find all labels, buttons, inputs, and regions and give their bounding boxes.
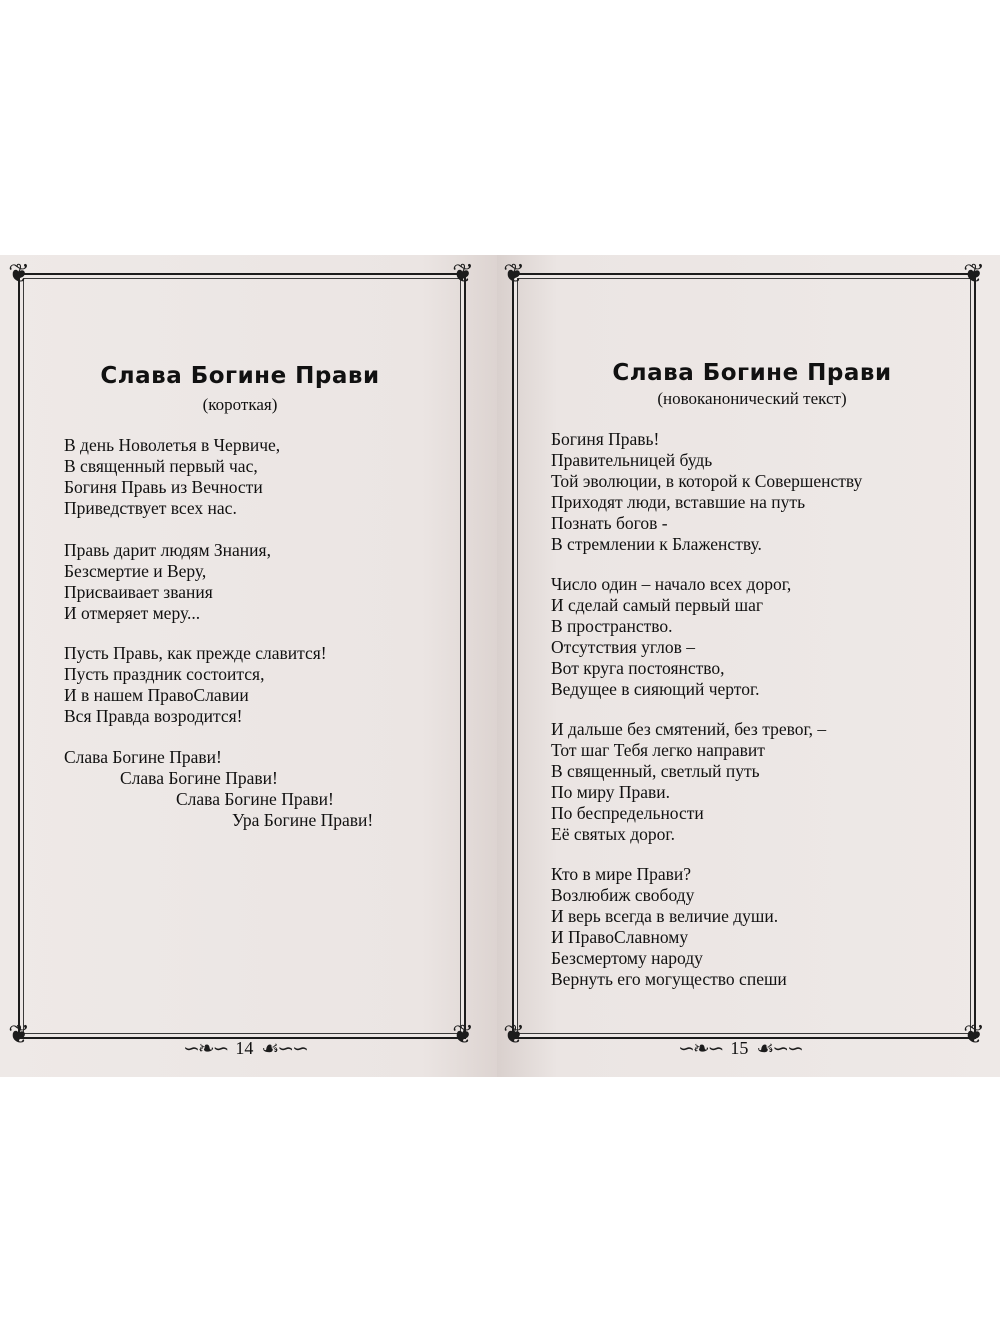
poem-line: Пусть праздник состоится, — [64, 664, 265, 684]
page-footer — [665, 1033, 815, 1063]
corner-ornament-icon: ❦ — [8, 259, 30, 288]
poem-line: Слава Богине Прави! — [64, 747, 222, 767]
poem-line: Присваивает звания — [64, 582, 213, 602]
poem-line: Слава Богине Прави! — [176, 789, 334, 809]
poem-line: Вся Правда возродится! — [64, 706, 243, 726]
page-number: 14 — [235, 1037, 254, 1058]
corner-ornament-icon: ❦ — [8, 1020, 30, 1049]
corner-ornament-icon: ❦ — [503, 1020, 525, 1049]
poem-line: По миру Прави. — [551, 782, 671, 802]
poem-line: Правь дарит людям Знания, — [64, 540, 271, 560]
poem-line: В день Новолетья в Червиче, — [64, 435, 281, 455]
poem-line: Приведствует всех нас. — [64, 498, 237, 518]
scroll-ornament-icon: ∽❧∽ — [678, 1037, 723, 1060]
poem-line: В стремлении к Блаженству. — [551, 534, 762, 554]
page-title: Слава Богине Прави — [100, 363, 380, 389]
left-page — [0, 255, 497, 1077]
poem-line: И в нашем ПравоСлавии — [64, 685, 249, 705]
poem-line: Правительницей будь — [551, 450, 713, 470]
corner-ornament-icon: ❦ — [452, 1020, 474, 1049]
scroll-ornament-icon: ☙∽∽ — [261, 1037, 307, 1060]
poem-line: Познать богов - — [551, 513, 668, 533]
page-footer — [170, 1033, 320, 1063]
poem-line: Богиня Правь из Вечности — [64, 477, 263, 497]
poem-line: В священный первый час, — [64, 456, 258, 476]
scroll-ornament-icon: ☙∽∽ — [756, 1037, 802, 1060]
poem-line: Её святых дорог. — [551, 824, 675, 844]
poem-line: И верь всегда в величие души. — [551, 906, 779, 926]
poem-line: Тот шаг Тебя легко направит — [551, 740, 765, 760]
book-spread — [0, 255, 1000, 1077]
poem-line: Слава Богине Прави! — [120, 768, 278, 788]
poem-line: Той эволюции, в которой к Совершенству — [551, 471, 863, 491]
corner-ornament-icon: ❦ — [963, 259, 985, 288]
page-subtitle: (короткая) — [202, 395, 278, 414]
corner-ornament-icon: ❦ — [452, 259, 474, 288]
poem-line: В пространство. — [551, 616, 673, 636]
poem-line: И отмеряет меру... — [64, 603, 201, 623]
poem-line: И ПравоСлавному — [551, 927, 689, 947]
poem-line: Безсмертому народу — [551, 948, 703, 968]
poem-line: Богиня Правь! — [551, 429, 660, 449]
poem-line: Ведущее в сияющий чертог. — [551, 679, 760, 699]
poem-line: Возлюбиж свободу — [551, 885, 695, 905]
poem-line: В священный, светлый путь — [551, 761, 760, 781]
poem-line: И сделай самый первый шаг — [551, 595, 764, 615]
scroll-ornament-icon: ∽❧∽ — [183, 1037, 228, 1060]
poem-line: Число один – начало всех дорог, — [551, 574, 792, 594]
page-number: 15 — [730, 1037, 749, 1058]
page-subtitle: (новоканонический текст) — [657, 389, 847, 408]
corner-ornament-icon: ❦ — [963, 1020, 985, 1049]
poem-line: Кто в мире Прави? — [551, 864, 692, 884]
page-title: Слава Богине Прави — [612, 360, 892, 386]
right-page — [497, 255, 1000, 1077]
poem-line: Вернуть его могущество спеши — [551, 969, 787, 989]
poem-line: Ура Богине Прави! — [232, 810, 374, 830]
poem-line: Пусть Правь, как прежде славится! — [64, 643, 327, 663]
poem-line: И дальше без смятений, без тревог, – — [551, 719, 827, 739]
poem-line: Вот круга постоянство, — [551, 658, 725, 678]
poem-line: Отсутствия углов – — [551, 637, 696, 657]
poem-line: Приходят люди, вставшие на путь — [551, 492, 806, 512]
poem-line: Безсмертие и Веру, — [64, 561, 207, 581]
corner-ornament-icon: ❦ — [503, 259, 525, 288]
poem-line: По беспредельности — [551, 803, 704, 823]
